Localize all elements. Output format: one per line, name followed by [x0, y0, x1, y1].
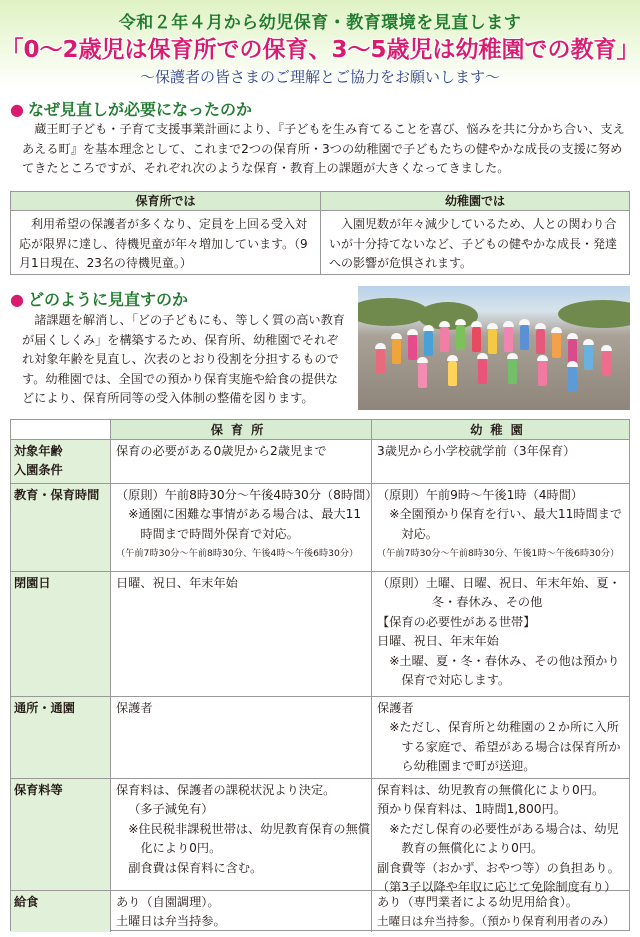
table-row — [11, 572, 629, 697]
table-row — [11, 697, 629, 779]
kinder-cell: （原則）土曜、日曜、祝日、年末年始、夏・冬・春休み、その他 【保育の必要性がある世帯】 日曜、祝日、年末年始 ※土曜、夏・冬・春休み、その他は預かり保育で対応します。 — [377, 576, 621, 688]
table-header-row — [11, 420, 629, 440]
kinder-cell: 3歳児から小学校就学前（3年保育） — [377, 444, 576, 458]
kinder-cell: 保護者 ※ただし、保育所と幼稚園の２か所に入所する家庭で、希望がある場合は保育所から幼稚園まで町が送迎。 — [377, 701, 621, 774]
table-row — [11, 779, 629, 895]
section2-heading: ● どのように見直すのか — [10, 290, 188, 309]
row-label: 閉園日 — [11, 572, 111, 696]
kinder-cell: 保育料は、幼児教育の無償化により0円。 預かり保育料は、1時間1,800円。 ※ただし保育の必要性がある場合は、幼児教育の無償化により0円。 副食費等（おかず、おやつ等）の負担あり。 （第3子以降や年収に応じて免除制度有り） — [377, 783, 620, 895]
table-row — [11, 440, 629, 484]
row-label: 保育料等 — [11, 779, 111, 890]
row-label: 教育・保育時間 — [11, 484, 111, 571]
bullet-dot-icon: ● — [10, 100, 24, 119]
section1-heading: ● なぜ見直しが必要になったのか — [10, 100, 252, 119]
kinder-issues-header: 幼稚園では — [321, 192, 629, 211]
kinder-cell: （原則）午前9時～午後1時（4時間） ※全園預かり保育を行い、最大11時間まで対応。 （午前7時30分～午前8時30分、午後1時～午後6時30分） — [377, 488, 623, 560]
row-label: 給食 — [11, 891, 111, 932]
issues-compare-table — [10, 191, 630, 275]
kinder-cell: あり（専門業者による幼児用給食）。 土曜日は弁当持参。（預かり保育利用者のみ） — [377, 895, 615, 929]
nursery-issues — [11, 192, 321, 274]
nursery-cell: （原則）午前8時30分～午後4時30分（8時間） ※通園に困難な事情がある場合は、最大11時間まで時間外保育で対応。 （午前7時30分～午前8時30分、午後4時～午後6時30分） — [111, 484, 372, 571]
bullet-dot-icon: ● — [10, 290, 24, 309]
page-subtitle: ～保護者の皆さまのご理解とご協力をお願いします～ — [139, 68, 500, 86]
nursery-cell: 日曜、祝日、年末年始 — [111, 572, 372, 696]
row-label: 通所・通園 — [11, 697, 111, 778]
row-label: 対象年齢 入園条件 — [11, 440, 111, 483]
col-header-kinder: 幼稚園 — [372, 420, 629, 439]
table-row — [11, 484, 629, 572]
table-row — [11, 891, 629, 932]
role-comparison-table — [10, 419, 630, 931]
page-title: 「0～2歳児は保育所での保育、3～5歳児は幼稚園での教育」 — [0, 37, 640, 63]
section1-body: 蔵王町子ども・子育て支援事業計画により、『子どもを生み育てることを喜び、悩みを共に分かち合い、支えあえる町』を基本理念として、これまで2つの保育所・3つの幼稚園で子どもたちの健やかな成長の支援に努めてきたところですが、それぞれ次のような保育・教育上の課題が大きくなってきました。 — [22, 122, 625, 175]
nursery-cell: 保護者 — [111, 697, 372, 778]
nursery-issues-header: 保育所では — [11, 192, 320, 211]
nursery-cell: 保育料は、保護者の課税状況より決定。 （多子減免有） ※住民税非課税世帯は、幼児教育保育の無償化により0円。 副食費は保育料に含む。 — [111, 779, 372, 890]
children-group-photo — [358, 286, 630, 410]
kinder-issues — [321, 192, 629, 274]
header-line1: 令和２年４月から幼児保育・教育環境を見直します — [118, 13, 522, 33]
kinder-issues-body: 入園児数が年々減少しているため、人との関わり合いが十分持てないなど、子どもの健やかな成長・発達への影響が危惧されます。 — [329, 217, 618, 270]
header-banner — [0, 0, 640, 88]
col-header-nursery: 保育所 — [111, 420, 372, 439]
nursery-cell: 保育の必要がある0歳児から2歳児まで — [111, 440, 372, 483]
nursery-cell: あり（自園調理）。 土曜日は弁当持参。 — [111, 891, 372, 932]
nursery-issues-body: 利用希望の保護者が多くなり、定員を上回る受入対応が限界に達し、待機児童が年々増加しています。（9月1日現在、23名の待機児童。） — [19, 217, 308, 270]
table-header-blank — [11, 420, 111, 439]
section2-body: 諸課題を解消し、「どの子どもにも、等しく質の高い教育が届くしくみ」を構築するため、保育所、幼稚園でそれぞれ対象年齢を見直し、次表のとおり役割を分担するものです。幼稚園では、全国での預かり保育実施や給食の提供などにより、保育所同等の受入体制の整備を図ります。 — [22, 313, 345, 405]
